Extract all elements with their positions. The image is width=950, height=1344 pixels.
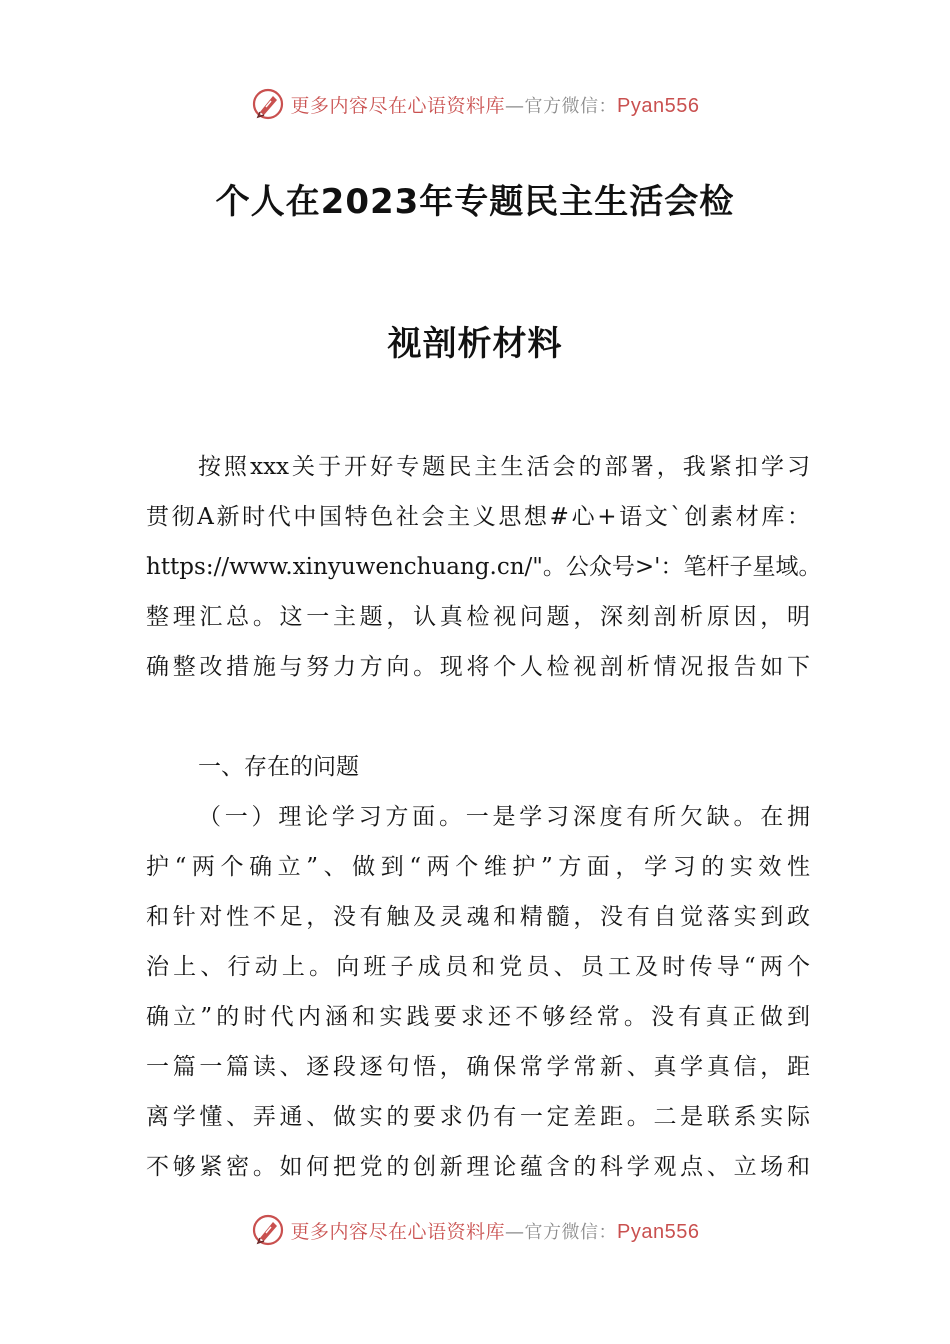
pen-nib-circle-icon bbox=[251, 1213, 285, 1247]
paragraph-line: 一篇一篇读、逐段逐句悟，确保常学常新、真学真信，距 bbox=[146, 1054, 810, 1080]
section-heading: 一、存在的问题 bbox=[198, 754, 359, 780]
paragraph-line: 整理汇总。这一主题，认真检视问题，深刻剖析原因，明 bbox=[146, 604, 810, 630]
footer-banner bbox=[0, 1208, 950, 1252]
paragraph-line: 确立”的时代内涵和实践要求还不够经常。没有真正做到 bbox=[146, 1004, 810, 1030]
paragraph-line: 护“两个确立”、做到“两个维护”方面，学习的实效性 bbox=[146, 854, 810, 880]
paragraph-line: （一）理论学习方面。一是学习深度有所欠缺。在拥 bbox=[198, 804, 810, 830]
header-banner bbox=[0, 82, 950, 126]
paragraph-line: 离学懂、弄通、做实的要求仍有一定差距。二是联系实际 bbox=[146, 1104, 810, 1130]
pen-nib-circle-icon bbox=[251, 87, 285, 121]
paragraph-line: 不够紧密。如何把党的创新理论蕴含的科学观点、立场和 bbox=[146, 1154, 810, 1180]
banner-text: 更多内容尽在心语资料库—官方微信：Pyan556 bbox=[290, 94, 700, 117]
paragraph-line: 贯彻A新时代中国特色社会主义思想#心+语文`创素材库： bbox=[146, 504, 810, 530]
document-title-line-2: 视剖析材料 bbox=[387, 324, 563, 364]
paragraph-line: https://www.xinyuwenchuang.cn/"。公众号>'：笔杆子星域。 bbox=[146, 554, 822, 580]
paragraph-line: 治上、行动上。向班子成员和党员、员工及时传导“两个 bbox=[146, 954, 810, 980]
paragraph-line: 按照xxx关于开好专题民主生活会的部署，我紧扣学习 bbox=[198, 454, 810, 480]
document-title-line-1: 个人在2023年专题民主生活会检 bbox=[215, 182, 735, 222]
paragraph-line: 确整改措施与努力方向。现将个人检视剖析情况报告如下 bbox=[146, 654, 810, 680]
paragraph-line: 和针对性不足，没有触及灵魂和精髓，没有自觉落实到政 bbox=[146, 904, 810, 930]
banner-text: 更多内容尽在心语资料库—官方微信：Pyan556 bbox=[290, 1220, 700, 1243]
